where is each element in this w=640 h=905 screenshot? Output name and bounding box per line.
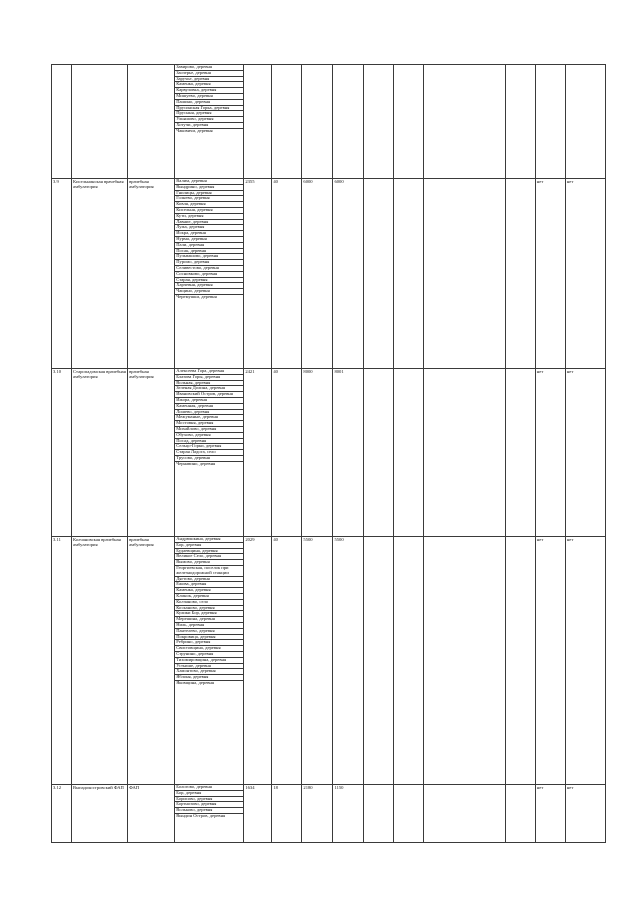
row-number: 3.11	[52, 537, 72, 785]
visits-plan: 5500	[302, 537, 333, 785]
facility-type: врачебная амбулатория	[128, 537, 175, 785]
village-item: Межуманые, деревня	[175, 415, 243, 421]
col-extra-3	[423, 785, 505, 843]
village-item: Вымово, деревня	[175, 560, 243, 566]
col-extra-2	[393, 785, 423, 843]
population: 1634	[244, 785, 272, 843]
village-item: Искра, деревня	[175, 231, 243, 237]
facility-name: Колчановская врачебная амбулатория	[72, 537, 128, 785]
table-row	[52, 179, 606, 369]
col-extra-4	[505, 65, 535, 179]
village-item: Мерешина, деревня	[175, 617, 243, 623]
village-item: Мишуево, деревня	[175, 93, 243, 99]
village-item: Ребрино, деревня	[175, 640, 243, 646]
village-item: Покровица, деревня	[175, 634, 243, 640]
col-extra-4	[505, 785, 535, 843]
col-extra-2	[393, 179, 423, 369]
village-item: Прусинская Горка, деревня	[175, 105, 243, 111]
radius: 40	[272, 179, 302, 369]
village-item: Валим, деревня	[175, 179, 243, 184]
village-item: Трусово, деревня	[175, 455, 243, 461]
village-item: Бор, деревня	[175, 790, 243, 796]
village-item: Вольково, деревня	[175, 808, 243, 814]
village-item: Ежова, деревня	[175, 582, 243, 588]
col-extra-3	[423, 537, 505, 785]
facility-type: ФАП	[128, 785, 175, 843]
facility-name	[72, 65, 128, 179]
village-item: Борисово, деревня	[175, 796, 243, 802]
village-item: Каменка, деревня	[175, 82, 243, 88]
village-item: Струнино, деревня	[175, 651, 243, 657]
visits-fact	[333, 65, 363, 179]
village-item: Заозерье, деревня	[175, 70, 243, 76]
row-number: 3.10	[52, 369, 72, 537]
col-extra-1	[363, 537, 393, 785]
table-row	[52, 537, 606, 785]
village-item: Каменка, деревня	[175, 588, 243, 594]
data-table	[51, 64, 606, 843]
village-item: Андрюшкина, деревня	[175, 537, 243, 542]
village-item: Хотучи, деревня	[175, 122, 243, 128]
table-body	[52, 65, 606, 843]
radius: 40	[272, 537, 302, 785]
villages-cell	[175, 537, 244, 785]
village-item: Бор, деревня	[175, 542, 243, 548]
village-item: Устьише, деревня	[175, 663, 243, 669]
col-extra-3	[423, 179, 505, 369]
village-item: Пульвашово, деревня	[175, 254, 243, 260]
village-item: Вындин Остров, деревня	[176, 813, 226, 818]
villages-list	[175, 785, 243, 819]
village-item: Старая Ладога, село	[175, 450, 243, 456]
village-item: Яблоня, деревня	[175, 675, 243, 681]
village-item: Заручье, деревня	[175, 76, 243, 82]
village-item: Чернавино, деревня	[176, 461, 216, 466]
village-item: Пали, деревня	[175, 242, 243, 248]
village-item: Ижора, деревня	[175, 397, 243, 403]
village-item: Мостовня, деревня	[175, 421, 243, 427]
villages-list	[175, 537, 243, 686]
facility-name: Кисельнинская врачебная амбулатория	[72, 179, 128, 369]
col-extra-1	[363, 785, 393, 843]
village-item: Черемушки, деревня	[176, 294, 217, 299]
visits-plan: 2180	[302, 785, 333, 843]
population: 2029	[244, 537, 272, 785]
village-item: Ивановский Остров, деревня	[175, 392, 243, 398]
col-yes-no-2: нет	[565, 785, 605, 843]
population	[244, 65, 272, 179]
village-item: Харчевня, деревня	[175, 283, 243, 289]
villages-cell	[175, 65, 244, 179]
village-item: Пантелево, деревня	[175, 628, 243, 634]
villages-cell	[175, 179, 244, 369]
village-item: Великое Село, деревня	[175, 554, 243, 560]
village-item: Ниль, деревня	[175, 622, 243, 628]
col-extra-4	[505, 179, 535, 369]
village-item: Алексеева Гора, деревня	[175, 369, 243, 374]
col-extra-3	[423, 65, 505, 179]
village-item: Каменная, деревня	[175, 403, 243, 409]
col-yes-no-1: нет	[535, 369, 565, 537]
village-item: Михайлово, деревня	[175, 426, 243, 432]
col-yes-no-1: нет	[535, 537, 565, 785]
village-item: Георгиевская, поселок при железнодорожной станции	[175, 565, 243, 576]
visits-plan	[302, 65, 333, 179]
village-item: Посак, деревня	[175, 248, 243, 254]
population: 2421	[244, 369, 272, 537]
village-item: Голнево, деревня	[175, 196, 243, 202]
visits-plan: 8000	[302, 369, 333, 537]
village-item: Зеленая Долина, деревня	[175, 386, 243, 392]
col-yes-no-1	[535, 65, 565, 179]
village-item: Кути, деревня	[175, 213, 243, 219]
village-item: Чащино, деревня	[175, 289, 243, 295]
col-extra-1	[363, 369, 393, 537]
col-yes-no-1: нет	[535, 179, 565, 369]
row-number: 3.12	[52, 785, 72, 843]
facility-type: врачебная амбулатория	[128, 179, 175, 369]
col-extra-1	[363, 179, 393, 369]
village-item: Лошево, деревня	[175, 409, 243, 415]
village-item: Гнилицы, деревня	[175, 190, 243, 196]
village-item: Яковщина, деревня	[176, 680, 214, 685]
facility-name: Выпадокостровский ФАП	[72, 785, 128, 843]
village-item: Колчаново, село	[175, 599, 243, 605]
village-item: Сельцо-Горки, деревня	[175, 444, 243, 450]
village-item: Вольная, деревня	[175, 380, 243, 386]
village-item: Бологово, деревня	[175, 785, 243, 790]
row-number	[52, 65, 72, 179]
col-extra-4	[505, 369, 535, 537]
visits-fact: 6000	[333, 179, 363, 369]
table-row	[52, 369, 606, 537]
visits-fact: 8001	[333, 369, 363, 537]
facility-type: врачебная амбулатория	[128, 369, 175, 537]
row-number: 3.9	[52, 179, 72, 369]
table-row	[52, 785, 606, 843]
facility-type	[128, 65, 175, 179]
col-extra-4	[505, 537, 535, 785]
village-item: Старая, деревня	[175, 277, 243, 283]
table-row	[52, 65, 606, 179]
village-item: Ковля, деревня	[175, 202, 243, 208]
villages-list	[175, 179, 243, 300]
col-yes-no-2: нет	[565, 537, 605, 785]
villages-list	[175, 65, 243, 134]
village-item: Лавние, деревня	[175, 219, 243, 225]
village-item: Нурма, деревня	[175, 236, 243, 242]
village-item: Чаковичи, деревня	[176, 128, 213, 133]
visits-fact: 1150	[333, 785, 363, 843]
village-item: Хамонтово, деревня	[175, 669, 243, 675]
village-item: Пуромо, деревня	[175, 260, 243, 266]
col-extra-2	[393, 65, 423, 179]
population: 2355	[244, 179, 272, 369]
village-item: Ульяшово, деревня	[175, 117, 243, 123]
col-yes-no-2	[565, 65, 605, 179]
facility-name: Старопадомская врачебная амбулатория	[72, 369, 128, 537]
village-item: Блазова Горы, деревня	[175, 374, 243, 380]
radius: 18	[272, 785, 302, 843]
visits-fact: 5500	[333, 537, 363, 785]
village-item: Кисельня, деревня	[175, 207, 243, 213]
village-item: Свистовщина, деревня	[175, 646, 243, 652]
village-item: Лужа, деревня	[175, 225, 243, 231]
col-yes-no-2: нет	[565, 179, 605, 369]
village-item: Посад, деревня	[175, 438, 243, 444]
col-extra-3	[423, 369, 505, 537]
village-item: Тихомировщина, деревня	[175, 657, 243, 663]
villages-list	[175, 369, 243, 467]
village-item: Селивестово, деревня	[175, 265, 243, 271]
village-item: Клинок, деревня	[175, 593, 243, 599]
radius	[272, 65, 302, 179]
village-item: Бортнозово, деревня	[175, 802, 243, 808]
villages-cell	[175, 369, 244, 537]
col-extra-2	[393, 537, 423, 785]
col-yes-no-1: нет	[535, 785, 565, 843]
village-item: Прусыня, деревня	[175, 111, 243, 117]
village-item: Завирово, деревня	[175, 65, 243, 70]
visits-plan: 6000	[302, 179, 333, 369]
village-item: Пашино, деревня	[175, 99, 243, 105]
village-item: Сосновково, деревня	[175, 271, 243, 277]
village-item: Обухово, деревня	[175, 432, 243, 438]
village-item: Косканово, деревня	[175, 605, 243, 611]
village-item: Будаевщина, деревня	[175, 548, 243, 554]
village-item: Вындрино, деревня	[175, 184, 243, 190]
col-extra-2	[393, 369, 423, 537]
villages-cell	[175, 785, 244, 843]
radius: 40	[272, 369, 302, 537]
village-item: Карвуловка, деревня	[175, 88, 243, 94]
village-item: Дягтово, деревня	[175, 576, 243, 582]
col-yes-no-2: нет	[565, 369, 605, 537]
col-extra-1	[363, 65, 393, 179]
village-item: Кулики Бор, деревня	[175, 611, 243, 617]
